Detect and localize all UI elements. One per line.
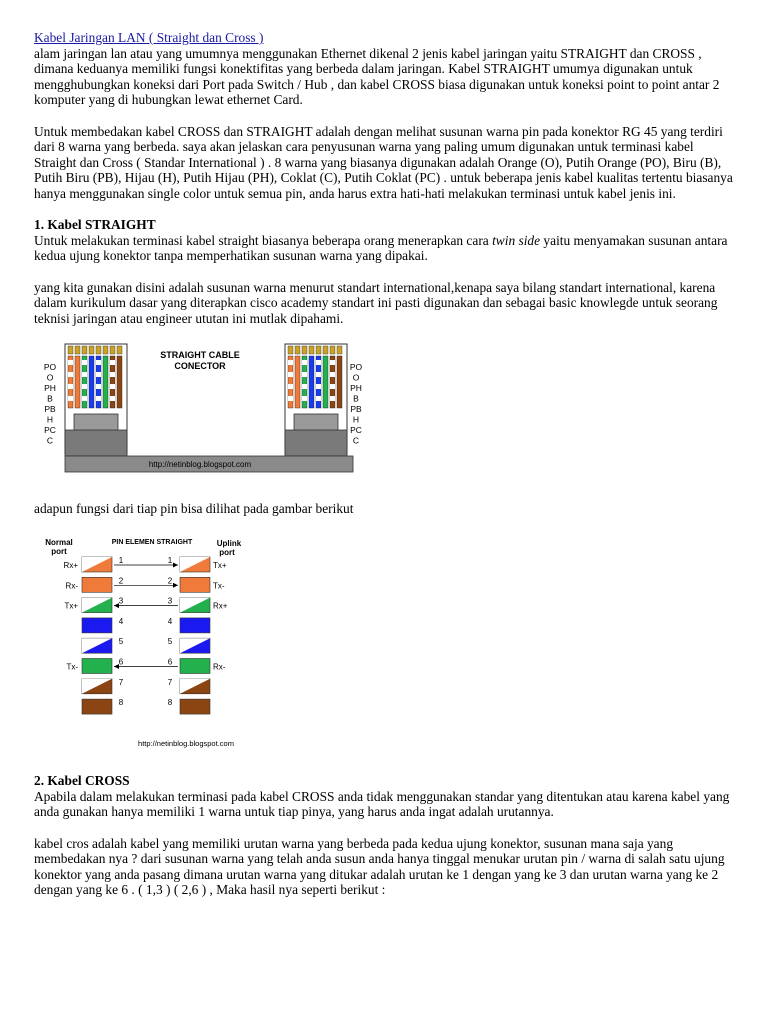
pin-label-right: H — [352, 414, 360, 425]
wire-stripe-right-3 — [302, 396, 307, 401]
pin-contact-right-5 — [316, 346, 321, 354]
wire-stripe-left-7 — [110, 384, 115, 389]
paragraph-cross-terminasi: Apabila dalam melakukan terminasi pada kabel CROSS anda tidak menggunakan standar yang ditentukan atau karena kabel yang anda gunakan hanya memiliki 1 warna untuk tiap pinya, yang harus anda ingat adalah urutannya. — [34, 788, 730, 820]
wire-stripe-right-1 — [288, 384, 293, 389]
pin-number-left: 3 — [118, 596, 124, 606]
heading-straight: 1. Kabel STRAIGHT — [34, 217, 156, 233]
pin-number-right: 5 — [167, 636, 173, 646]
wire-stripe-right-3 — [302, 372, 307, 377]
pin-number-right: 8 — [167, 697, 173, 707]
wire-stripe-left-7 — [110, 372, 115, 377]
pin-block-right-6 — [180, 658, 210, 673]
pin-number-left: 4 — [118, 616, 124, 626]
wire-left-4 — [89, 356, 94, 408]
pin-block-left-8 — [82, 699, 112, 714]
pin-number-left: 2 — [118, 575, 124, 585]
wire-left-8 — [117, 356, 122, 408]
wire-left-6 — [103, 356, 108, 408]
pin-contact-right-4 — [309, 346, 314, 354]
wire-stripe-left-1 — [68, 396, 73, 401]
wire-right-2 — [295, 356, 300, 408]
pin-label-right: PO — [349, 361, 363, 372]
pin-contact-right-2 — [295, 346, 300, 354]
signal-label-left: Rx- — [65, 580, 78, 590]
pin-contact-left-3 — [82, 346, 87, 354]
twin-side-term: twin side — [492, 232, 541, 248]
wire-stripe-right-5 — [316, 360, 321, 365]
wire-stripe-left-1 — [68, 372, 73, 377]
connector-boot-right — [285, 430, 347, 456]
wire-stripe-left-1 — [68, 360, 73, 365]
pin-block-right-4 — [180, 618, 210, 633]
pin-number-right: 3 — [167, 596, 173, 606]
uplink-port-header-1: Uplink — [216, 538, 242, 548]
wire-stripe-right-7 — [330, 384, 335, 389]
signal-label-left: Rx+ — [63, 560, 78, 570]
connection-arrow — [173, 582, 178, 587]
wire-stripe-left-5 — [96, 360, 101, 365]
pin-block-right-8 — [180, 699, 210, 714]
pin-label-left: H — [46, 414, 54, 425]
pin-label-right: PB — [350, 403, 362, 414]
wire-stripe-right-7 — [330, 360, 335, 365]
wire-stripe-left-3 — [82, 372, 87, 377]
fig2-url: http://netinblog.blogspot.com — [138, 738, 234, 748]
uplink-port-header-2: port — [219, 547, 235, 557]
pin-contact-right-1 — [288, 346, 293, 354]
signal-label-right: Tx+ — [213, 560, 227, 570]
paragraph-intro: alam jaringan lan atau yang umumnya menggunakan Ethernet dikenal 2 jenis kabel jaringan yaitu STRAIGHT dan CROSS , dimana keduanya memiliki fungsi konektifitas yang berbeda dalam jaringan. Kabel STRAIGHT umumya digunakan untuk mengghubungkan koneksi dari Port pada Switch / Hub , dan kabel CROSS biasa digunakan untuk koneksi point to point antar 2 komputer yang di hubungkan lewat ethernet Card. — [34, 45, 720, 108]
pin-number-left: 7 — [118, 677, 124, 687]
wire-stripe-left-3 — [82, 360, 87, 365]
wire-stripe-left-5 — [96, 396, 101, 401]
pin-label-left: PB — [44, 403, 56, 414]
connector-clip-right — [294, 414, 338, 432]
wire-right-8 — [337, 356, 342, 408]
wire-stripe-right-1 — [288, 372, 293, 377]
pin-contact-left-6 — [103, 346, 108, 354]
fig1-title-line2: CONECTOR — [174, 360, 226, 371]
signal-label-right: Tx- — [213, 580, 225, 590]
wire-right-6 — [323, 356, 328, 408]
pin-label-right: C — [352, 435, 360, 446]
pin-contact-left-4 — [89, 346, 94, 354]
normal-port-header-1: Normal — [45, 537, 73, 547]
wire-stripe-left-7 — [110, 396, 115, 401]
fig1-title-line1: STRAIGHT CABLE — [160, 349, 240, 360]
wire-stripe-right-3 — [302, 384, 307, 389]
pin-contact-left-8 — [117, 346, 122, 354]
signal-label-left: Tx+ — [64, 601, 78, 611]
paragraph-twin-side: Untuk melakukan terminasi kabel straight biasanya beberapa orang menerapkan cara twin side yaitu menyamakan susunan antara kedua ujung konektor tanpa memperhatikan susunan warna yang dipakai. — [34, 232, 728, 264]
pin-contact-left-7 — [110, 346, 115, 354]
pin-element-straight-figure — [34, 533, 274, 758]
wire-stripe-right-7 — [330, 396, 335, 401]
pin-block-left-6 — [82, 658, 112, 673]
pin-label-left: PH — [44, 382, 56, 393]
pin-number-right: 6 — [167, 657, 173, 667]
wire-stripe-right-5 — [316, 396, 321, 401]
pin-contact-right-7 — [330, 346, 335, 354]
signal-label-left: Tx- — [66, 662, 78, 672]
paragraph-cross-swap: kabel cros adalah kabel yang memiliki urutan warna yang berbeda pada kedua ujung konektor, susunan mana saja yang membedakan nya ? dari susunan warna yang telah anda susun anda hanya tinggal menukar urutan pin / warna di salah satu ujung konektor yang anda pasang dimana urutan warna yang ditukar adalah urutan ke 1 dengan yang ke 3 dan urutan warna yang ke 2 dengan yang ke 6 . ( 1,3 ) ( 2,6 ) , Maka hasil nya seperti berikut : — [34, 835, 725, 898]
pin-contact-left-1 — [68, 346, 73, 354]
connection-arrow — [114, 664, 119, 669]
pin-label-left: C — [46, 435, 54, 446]
straight-cable-connector-figure — [34, 342, 364, 486]
pin-contact-right-8 — [337, 346, 342, 354]
pin-number-left: 8 — [118, 697, 124, 707]
wire-stripe-left-1 — [68, 384, 73, 389]
pin-number-right: 7 — [167, 677, 173, 687]
wire-right-4 — [309, 356, 314, 408]
connection-arrow — [114, 603, 119, 608]
pin-contact-right-6 — [323, 346, 328, 354]
connection-arrow — [173, 562, 178, 567]
pin-label-right: PC — [350, 424, 362, 435]
pin-block-left-4 — [82, 618, 112, 633]
normal-port-header-2: port — [51, 546, 67, 556]
document-title-link[interactable]: Kabel Jaringan LAN ( Straight dan Cross ) — [34, 30, 264, 45]
signal-label-right: Rx+ — [213, 601, 228, 611]
pin-number-right: 4 — [167, 616, 173, 626]
pin-number-left: 6 — [118, 657, 124, 667]
wire-stripe-left-7 — [110, 360, 115, 365]
wire-left-2 — [75, 356, 80, 408]
fig2-title: PIN ELEMEN STRAIGHT — [111, 538, 193, 546]
wire-stripe-left-3 — [82, 384, 87, 389]
paragraph-pin-function: adapun fungsi dari tiap pin bisa dilihat pada gambar berikut — [34, 501, 354, 517]
pin-number-right: 2 — [167, 575, 173, 585]
pin-label-left: PO — [43, 361, 57, 372]
pin-number-left: 5 — [118, 636, 124, 646]
pin-contact-left-5 — [96, 346, 101, 354]
wire-stripe-right-3 — [302, 360, 307, 365]
document-page — [34, 30, 739, 898]
paragraph-color-order: Untuk membedakan kabel CROSS dan STRAIGHT adalah dengan melihat susunan warna pin pada konektor RG 45 yang terdiri dari 8 warna yang berbeda. saya akan jelaskan cara penyusunan warna yang paling umum digunakan untuk terminasi kabel Straight dan Cross ( Standar International ) . 8 warna yang biasanya digunakan adalah Orange (O), Putih Orange (PO), Biru (B), Putih Biru (PB), Hijau (H), Putih Hijau (PH), Coklat (C), Putih Coklat (PC) . untuk beberapa jenis kabel kualitas tertentu biasanya hanya menggunakan single color untuk semua pin, anda harus extra hati-hati melakukan terminasi untuk kabel jenis ini. — [34, 123, 733, 201]
heading-cross: 2. Kabel CROSS — [34, 773, 130, 789]
pin-label-right: B — [353, 393, 359, 404]
wire-stripe-right-5 — [316, 372, 321, 377]
wire-stripe-right-1 — [288, 396, 293, 401]
pin-contact-left-2 — [75, 346, 80, 354]
pin-contact-right-3 — [302, 346, 307, 354]
pin-number-left: 1 — [118, 555, 124, 565]
pin-block-right-2 — [180, 577, 210, 592]
signal-label-right: Rx- — [213, 662, 226, 672]
wire-stripe-right-7 — [330, 372, 335, 377]
fig1-url: http://netinblog.blogspot.com — [148, 459, 252, 469]
wire-stripe-left-3 — [82, 396, 87, 401]
pin-label-right: PH — [350, 382, 362, 393]
pin-block-left-2 — [82, 577, 112, 592]
pin-label-right: O — [352, 372, 360, 383]
connector-clip-left — [74, 414, 118, 432]
paragraph-international: yang kita gunakan disini adalah susunan warna menurut standart international,kenapa saya bilang standart international, karena dalam kurikulum dasar yang diterapkan cisco academy standart ini pasti digunakan dan sebagai basic knowlegde untuk seorang teknisi jaringan atau engineer ututan ini mutlak dipahami. — [34, 279, 718, 326]
pin-label-left: PC — [44, 424, 56, 435]
connector-boot-left — [65, 430, 127, 456]
pin-label-left: O — [46, 372, 54, 383]
wire-stripe-left-5 — [96, 372, 101, 377]
pin-label-left: B — [47, 393, 53, 404]
wire-stripe-right-1 — [288, 360, 293, 365]
pin-number-right: 1 — [167, 555, 173, 565]
wire-stripe-right-5 — [316, 384, 321, 389]
wire-stripe-left-5 — [96, 384, 101, 389]
